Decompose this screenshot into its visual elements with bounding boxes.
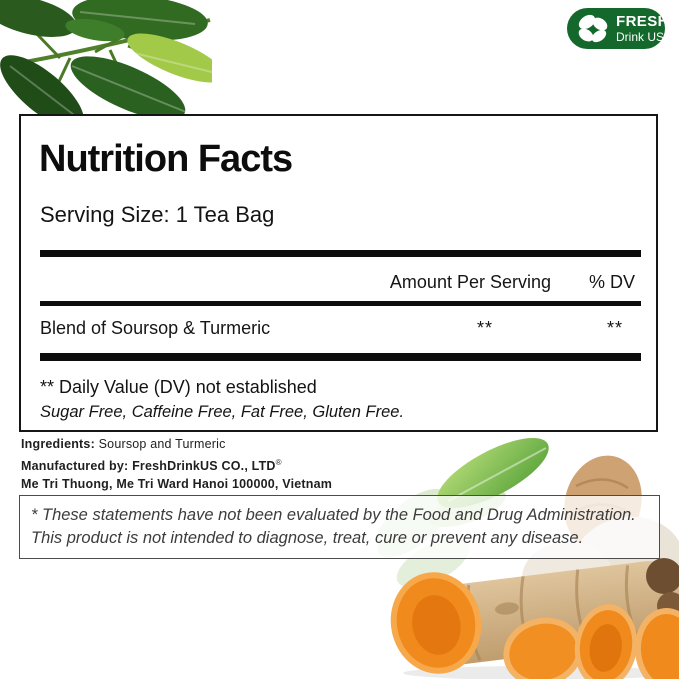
serving-size: Serving Size: 1 Tea Bag xyxy=(40,202,275,227)
panel-title: Nutrition Facts xyxy=(39,138,293,180)
manufacturer-name: FreshDrinkUS CO., LTD xyxy=(132,458,276,473)
fda-disclaimer-box xyxy=(19,495,660,559)
manufactured-line xyxy=(21,454,332,476)
soursop-leaves-image xyxy=(0,0,212,126)
manufacturer-address: Me Tri Thuong, Me Tri Ward Hanoi 100000, Vietnam xyxy=(21,477,333,492)
four-petal-leaf-icon xyxy=(575,12,611,46)
nutrition-facts-panel xyxy=(19,114,658,432)
free-claims: Sugar Free, Caffeine Free, Fat Free, Gluten Free. xyxy=(40,403,405,421)
ingredients-line xyxy=(21,435,332,454)
ingredients-label: Ingredients: xyxy=(21,437,95,451)
brand-subname: Drink US xyxy=(616,30,665,44)
divider-medium xyxy=(40,301,641,306)
nutrient-row-amount: ** xyxy=(476,318,493,338)
brand-logo xyxy=(567,8,669,49)
divider-thick-top xyxy=(40,250,641,257)
brand-name: FRESH xyxy=(616,13,669,30)
dv-footnote: ** Daily Value (DV) not established xyxy=(40,377,317,397)
divider-thick-bottom xyxy=(40,353,641,361)
brand-logo-text xyxy=(616,14,669,43)
ingredients-value: Soursop and Turmeric xyxy=(98,437,226,451)
nutrient-row-label: Blend of Soursop & Turmeric xyxy=(40,318,271,338)
disclaimer-line-1: * These statements have not been evaluated by the Food and Drug Administration. xyxy=(31,506,636,524)
manufacturer-info xyxy=(21,435,332,494)
nutrient-row-dv: ** xyxy=(606,318,623,338)
manufactured-label: Manufactured by: xyxy=(21,458,129,473)
column-header-dv: % DV xyxy=(588,272,635,292)
registered-trademark-icon: ® xyxy=(275,457,282,467)
column-header-amount: Amount Per Serving xyxy=(389,272,551,292)
disclaimer-line-2: This product is not intended to diagnose, treat, cure or prevent any disease. xyxy=(31,529,584,547)
